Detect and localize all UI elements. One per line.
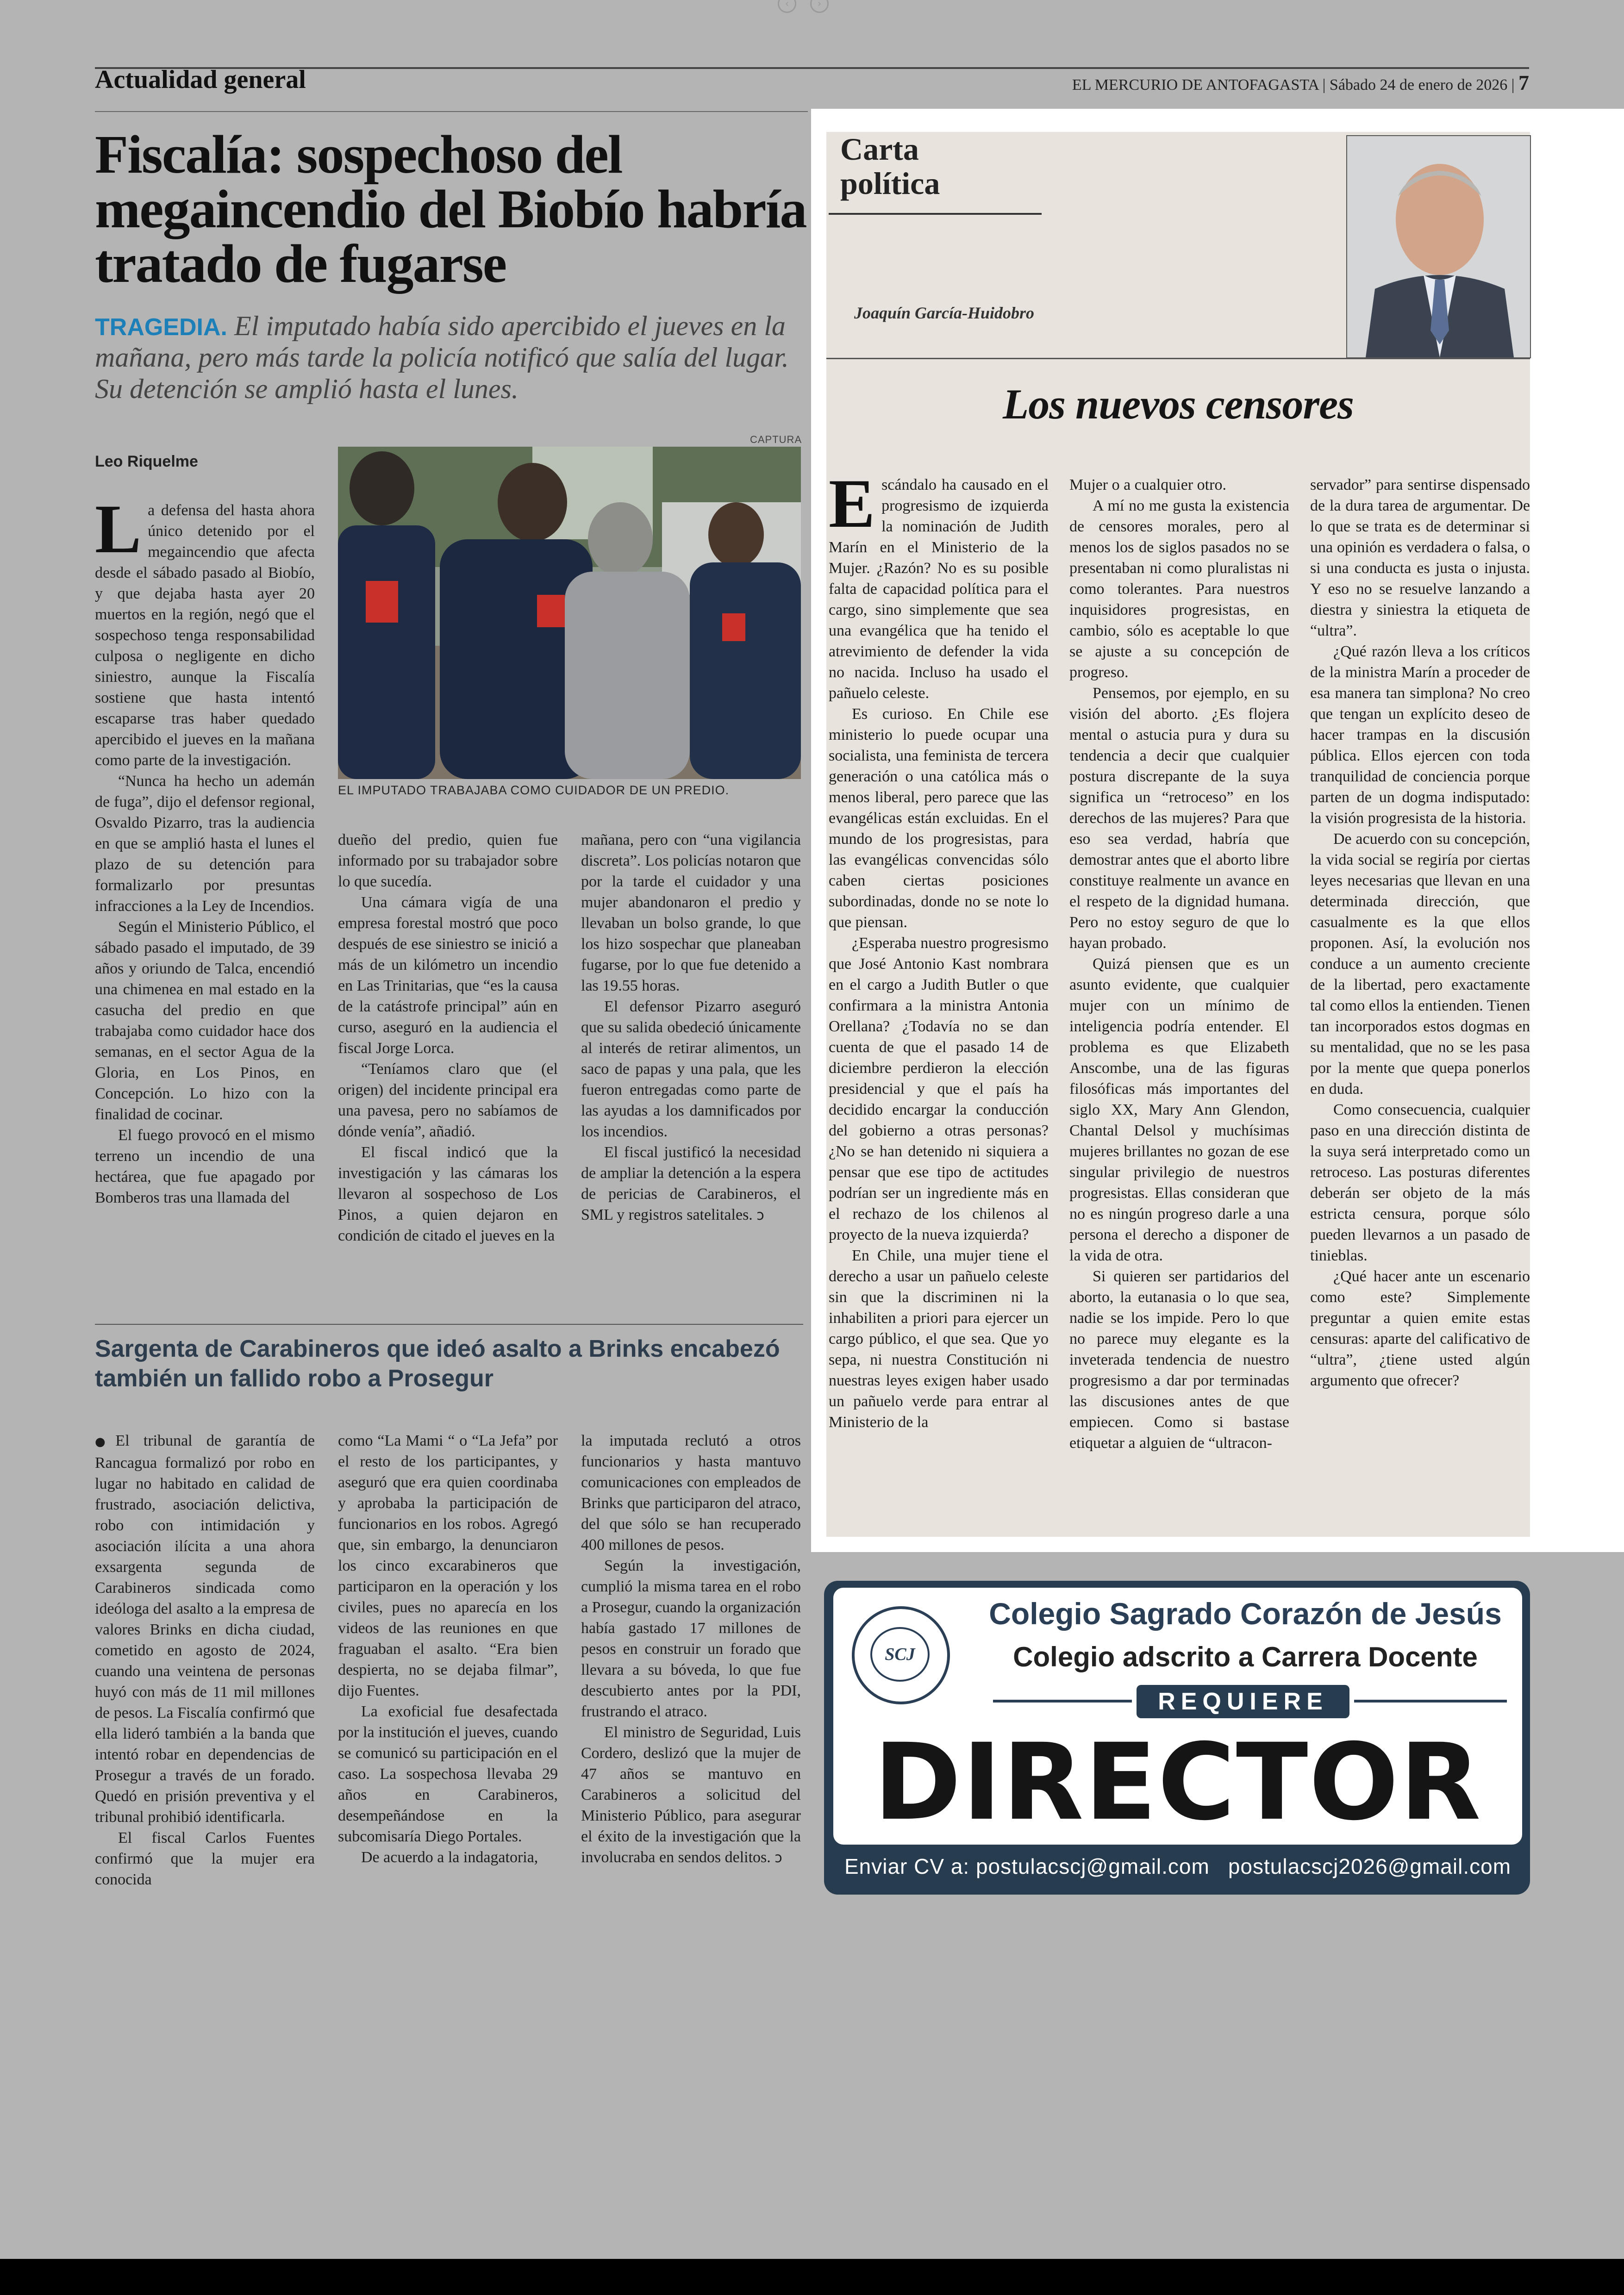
column-name-rule xyxy=(829,213,1042,215)
next-page-icon[interactable]: › xyxy=(810,0,829,13)
bullet-icon: ● xyxy=(95,1435,116,1449)
kicker-tag: TRAGEDIA. xyxy=(95,314,227,341)
opinion-header-rule xyxy=(826,358,1530,359)
opinion-column-1 xyxy=(829,465,1049,1433)
paragraph: servador” para sentirse dispensado de la dura tarea de argumentar. De lo que se trata es de determinar si una opinión es verdadera o falsa, o si una conducta es justa o injusta. Y eso no se resuelve lanzando a diestra y siniestra la etiqueta de “ultra”. xyxy=(1310,476,1530,639)
column-name xyxy=(840,132,940,200)
article-photo xyxy=(338,447,801,779)
end-mark: ↄ xyxy=(775,1850,782,1866)
paragraph: Como consecuencia, cualquier paso en una dirección distinta de la suya será interpretado como un retroceso. Las posturas diferentes deberán ser objeto de la más estricta censura, porque sólo pueden llevarnos a un pasado de tinieblas. xyxy=(1310,1101,1530,1264)
paragraph: A mí no me gusta la existencia de censores morales, pero al menos los de siglos pasados no se presentaban ni como pluralistas ni como tolerantes. Para nuestros inquisidores progresistas, en cambio, sólo es aceptable lo que se ajuste a su concepción de progreso. xyxy=(1069,497,1289,681)
paragraph: mañana, pero con “una vigilancia discreta”. Los policías notaron que por la tarde el cuidador y una mujer abandonaron el predio y llevaban un bolso grande, lo que los hizo sospechar que planeaban fugarse, por lo que fue detenido a las 19.55 horas. xyxy=(581,831,801,994)
paragraph-text: scándalo ha causado en el progresismo de izquierda la nominación de Judith Marín en el Ministerio de la Mujer. ¿Razón? No es su posible falta de capacidad política para el cargo, sino simplemente que sea una evangélica que ha tenido el atrevimiento de defender la vida no nacida. Incluso ha usado el pañuelo celeste. xyxy=(829,476,1049,702)
author-portrait-illustration xyxy=(1347,136,1530,357)
ad-requiere-badge: REQUIERE xyxy=(1137,1685,1349,1718)
paragraph-text: El tribunal de garantía de Rancagua formalizó por robo en lugar no habitado en calidad de frustrado, asociación delictiva, robo con intimidación y asociación ilícita a una ahora exsargenta segunda de Carabineros sindicada como ideóloga del asalto a la empresa de valores Brinks en dicha ciudad, cometido en agosto de 2024, cuando una veintena de personas huyó con más de 11 mil millones de pesos. La Fiscalía confirmó que ella lideró también a la banda que intentó robar en dependencias de Prosegur a través de un forado. Quedó en prisión preventiva y el tribunal prohibió identificarla. xyxy=(95,1432,315,1826)
photo-caption: EL IMPUTADO TRABAJABA COMO CUIDADOR DE UN PREDIO. xyxy=(338,783,730,797)
arrest-photo-illustration xyxy=(338,447,801,779)
byline: Leo Riquelme xyxy=(95,453,198,470)
kicker-text: El imputado había sido apercibido el jueves en la mañana, pero más tarde la policía notificó que salía del lugar. Su detención se amplió hasta el lunes. xyxy=(95,311,789,404)
end-mark: ↄ xyxy=(756,1207,764,1223)
paragraph: dueño del predio, quien fue informado por su trabajador sobre lo que sucedía. xyxy=(338,831,558,890)
column-name-line-1: Carta xyxy=(840,131,919,167)
header-rule xyxy=(95,67,1529,69)
paragraph: El fiscal indicó que la investigación y las cámaras los llevaron al sospechoso de Los Pinos, a quien dejaron en condición de citado el jueves en la xyxy=(338,1144,558,1244)
section-title: Actualidad general xyxy=(95,65,306,94)
second-headline: Sargenta de Carabineros que ideó asalto a Brinks encabezó también un fallido robo a Prosegur xyxy=(95,1335,780,1392)
paragraph-text: El ministro de Seguridad, Luis Cordero, deslizó que la mujer de 47 años se mantuvo en Carabineros a solicitud del Ministerio Público, para asegurar el éxito de la investigación que la involucraba en sendos delitos. xyxy=(581,1724,801,1866)
header-underline xyxy=(95,111,808,112)
author-portrait xyxy=(1346,135,1531,358)
paragraph: “Teníamos claro que (el origen) del incidente principal era una pavesa, pero no sabíamos de dónde venía”, añadió. xyxy=(338,1060,558,1140)
opinion-column-3 xyxy=(1310,474,1530,1391)
paragraph-text: El fiscal justificó la necesidad de ampliar la detención a la espera de pericias de Carabineros, el SML y registros satelitales. xyxy=(581,1144,801,1223)
prev-page-icon[interactable]: ‹ xyxy=(778,0,796,13)
paragraph: En Chile, una mujer tiene el derecho a usar un pañuelo celeste sin que la discriminen ni la inhabiliten a priori para ejercer un cargo público, el que sea. Que yo sepa, ni nuestra Constitución ni nuestras leyes exigen haber usado un pañuelo verde para entrar al Ministerio de la xyxy=(829,1247,1049,1431)
main-column-2 xyxy=(338,829,558,1246)
main-kicker xyxy=(95,310,817,405)
ad-position: DIRECTOR xyxy=(874,1721,1482,1844)
paragraph: Mujer o a cualquier otro. xyxy=(1069,476,1226,493)
paragraph: a defensa del hasta ahora único detenido por el megaincendio que afecta desde el sábado pasado al Biobío, y que dejaba hasta ayer 20 muertos en la región, negó que el sospechoso tenga responsabilidad culposa o negligente en dicho siniestro, aunque la Fiscalía sostiene que hasta intentó escaparse tras haber quedado apercibido el jueves en la mañana como parte de la investigación. xyxy=(95,502,315,769)
paragraph: El fiscal Carlos Fuentes confirmó que la mujer era conocida xyxy=(95,1829,315,1888)
paragraph: El fuego provocó en el mismo terreno un incendio de una hectárea, que fue apagado por Bomberos tras una llamada del xyxy=(95,1127,315,1206)
ad-divider-right xyxy=(1354,1700,1507,1703)
paragraph: La exoficial fue desafectada por la institución el jueves, cuando se comunicó su participación en el caso. La sospechosa llevaba 29 años en Carabineros, desempeñándose en la subcomisaría Diego Portales. xyxy=(338,1703,558,1845)
paragraph xyxy=(581,1142,801,1226)
paragraph xyxy=(95,1430,315,1827)
opinion-column-2 xyxy=(1069,474,1289,1453)
paragraph: “Nunca ha hecho un ademán de fuga”, dijo el defensor regional, Osvaldo Pizarro, tras la audiencia en que se amplió hasta el lunes el plazo de su detención para formalizarlo por presuntas infracciones a la Ley de Incendios. xyxy=(95,773,315,915)
paragraph: la imputada reclutó a otros funcionarios y hasta mantuvo comunicaciones con empleados de Brinks que participaron del atraco, del que sólo se han recuperado 400 millones de pesos. xyxy=(581,1432,801,1553)
ad-contact xyxy=(833,1854,1522,1879)
main-column-1 xyxy=(95,491,315,1208)
paragraph: Quizá piensen que es un asunto evidente, que cualquier mujer con un mínimo de inteligencia podría entender. El problema es que Elizabeth Anscombe, una de las figuras filosóficas más importantes del siglo XX, Mary Ann Glendon, Chantal Delsol y muchísimas mujeres brillantes no gozan de ese singular privilegio de nuestros progresistas. Ellas consideran que no es ningún progreso darle a una persona el derecho a disponer de la vida de otra. xyxy=(1069,955,1289,1264)
newspaper-name: EL MERCURIO DE ANTOFAGASTA xyxy=(1072,76,1319,94)
top-nav-icons xyxy=(778,0,847,14)
paragraph: ¿Qué hacer ante un escenario como este? Simplemente preguntar a quien emite estas censuras: aparte del calificativo de “ultra”, ¿tiene usted algún argumento que ofrecer? xyxy=(1310,1268,1530,1389)
photo-credit: CAPTURA xyxy=(750,434,802,445)
main-headline: Fiscalía: sospechoso del megaincendio del Biobío habría tratado de fugarse xyxy=(95,124,806,294)
ad-divider-left xyxy=(993,1700,1132,1703)
paragraph: como “La Mami “ o “La Jefa” por el resto de los participantes, y aseguró que era quien coordinaba y aprobaba la participación de funcionarios en los robos. Agregó que, sin embargo, la denunciaron los cinco excarabineros que participaron en la operación y los civiles, pues no aparecía en los videos de las reuniones en que fraguaban el asalto. “Era bien despierta, no se dejaba filmar”, dijo Fuentes. xyxy=(338,1432,558,1699)
paragraph: Según la investigación, cumplió la misma tarea en el robo a Prosegur, cuando la organización había gastado 17 millones de pesos en construir un forado que llevara a su bóveda, lo que fue descubierto antes por la PDI, frustrando el atraco. xyxy=(581,1557,801,1720)
paragraph: ¿Qué razón lleva a los críticos de la ministra Marín a proceder de esa manera tan simplona? No creo que tengan un explícito deseo de hacer trampas en la discusión pública. Ellos ejercen con toda tranquilidad de conciencia porque parten de un dogma indisputado: la visión progresista de la historia. xyxy=(1310,643,1530,827)
issue-date: | Sábado 24 de enero de 2026 | xyxy=(1322,76,1515,94)
second-column-1 xyxy=(95,1430,315,1890)
paragraph: Si quieren ser partidarios del aborto, la eutanasia o lo que sea, nadie se los impide. Pero lo que no parece muy elegante es la inveterada tendencia de nuestro progresismo a dar por terminadas las discusiones antes de que empiecen. Como si bastase etiquetar a alguien de “ultracon- xyxy=(1069,1268,1289,1452)
page-number: 7 xyxy=(1518,71,1529,94)
second-column-2 xyxy=(338,1430,558,1868)
paragraph: Según el Ministerio Público, el sábado pasado el imputado, de 39 años y oriundo de Talca, encendió una chimenea en mal estado en la casucha del predio en que trabajaba como cuidador hace dos semanas, en el sector Agua de la Gloria, en Los Pinos, en Concepción. Lo hizo con la finalidad de cocinar. xyxy=(95,918,315,1123)
ad-subtitle: Colegio adscrito a Carrera Docente xyxy=(1013,1641,1478,1672)
second-column-3 xyxy=(581,1430,801,1868)
ad-contact-email-1: Enviar CV a: postulacscj@gmail.com xyxy=(844,1854,1210,1878)
paragraph: De acuerdo con su concepción, la vida social se regiría por ciertas leyes necesarias que llevan en una determinada dirección, que casualmente es la que ellos proponen. Así, la evolución nos conduce a un aumento creciente de la libertad, pero exactamente tal como ellos la entienden. Tienen tan incorporados estos dogmas en su mentalidad, que no se les pasa por la mente que quepa ponerlos en duda. xyxy=(1310,830,1530,1098)
drop-cap: L xyxy=(95,491,142,568)
school-seal-monogram: SCJ xyxy=(870,1627,930,1682)
paragraph: Pensemos, por ejemplo, en su visión del aborto. ¿Es flojera mental o astucia pura y dura su tendencia a decir que cualquier postura discrepante de la suya significa un “retroceso” en los derechos de las mujeres? Para que eso sea verdad, habría que demostrar antes que el aborto libre constituye realmente un avance en el respeto de la dignidad humana. Pero no estoy seguro de que lo hayan probado. xyxy=(1069,685,1289,952)
drop-cap: E xyxy=(829,465,875,542)
second-article-rule xyxy=(95,1324,803,1325)
paragraph xyxy=(581,1722,801,1868)
paragraph: El defensor Pizarro aseguró que su salida obedeció únicamente al interés de retirar alimentos, un saco de papas y una pala, que les fueron entregadas como parte de las ayudas a los damnificados por los incendios. xyxy=(581,998,801,1140)
paragraph: Es curioso. En Chile ese ministerio lo puede ocupar una socialista, una feminista de tercera generación o una católica más o menos liberal, pero parece que las evangélicas están excluidas. En el mundo de los progresistas, para las evangélicas convencidas sólo caben ciertas posiciones subordinadas, donde no se note lo que piensan. xyxy=(829,705,1049,931)
bottom-bar xyxy=(0,2259,1624,2295)
opinion-author: Joaquín García-Huidobro xyxy=(854,304,1035,322)
opinion-title: Los nuevos censores xyxy=(1003,380,1354,428)
masthead xyxy=(1072,70,1529,95)
paragraph: Una cámara vigía de una empresa forestal mostró que poco después de ese siniestro se inició a más de un kilómetro un incendio en Las Trinitarias, que “es la causa de la catástrofe principal” aún en curso, aseguró en la audiencia el fiscal Jorge Lorca. xyxy=(338,894,558,1057)
column-name-line-2: política xyxy=(840,166,940,201)
ad-school-name: Colegio Sagrado Corazón de Jesús xyxy=(989,1597,1502,1631)
ad-contact-email-2: postulacscj2026@gmail.com xyxy=(1228,1854,1512,1878)
main-column-3 xyxy=(581,829,801,1226)
paragraph: ¿Esperaba nuestro progresismo que José Antonio Kast nombrara en el cargo a Judith Butler o que confirmara a la ministra Antonia Orellana? ¿Todavía no se dan cuenta de que el pasado 14 de diciembre perdieron la elección presidencial y que el país ha decidido encargar la conducción del gobierno a otras personas? ¿No se han detenido ni siquiera a pensar que ese tipo de actitudes podrían ser un ingrediente más en el rechazo de los chilenos al proyecto de la nueva izquierda? xyxy=(829,935,1049,1243)
paragraph: De acuerdo a la indagatoria, xyxy=(361,1849,538,1866)
